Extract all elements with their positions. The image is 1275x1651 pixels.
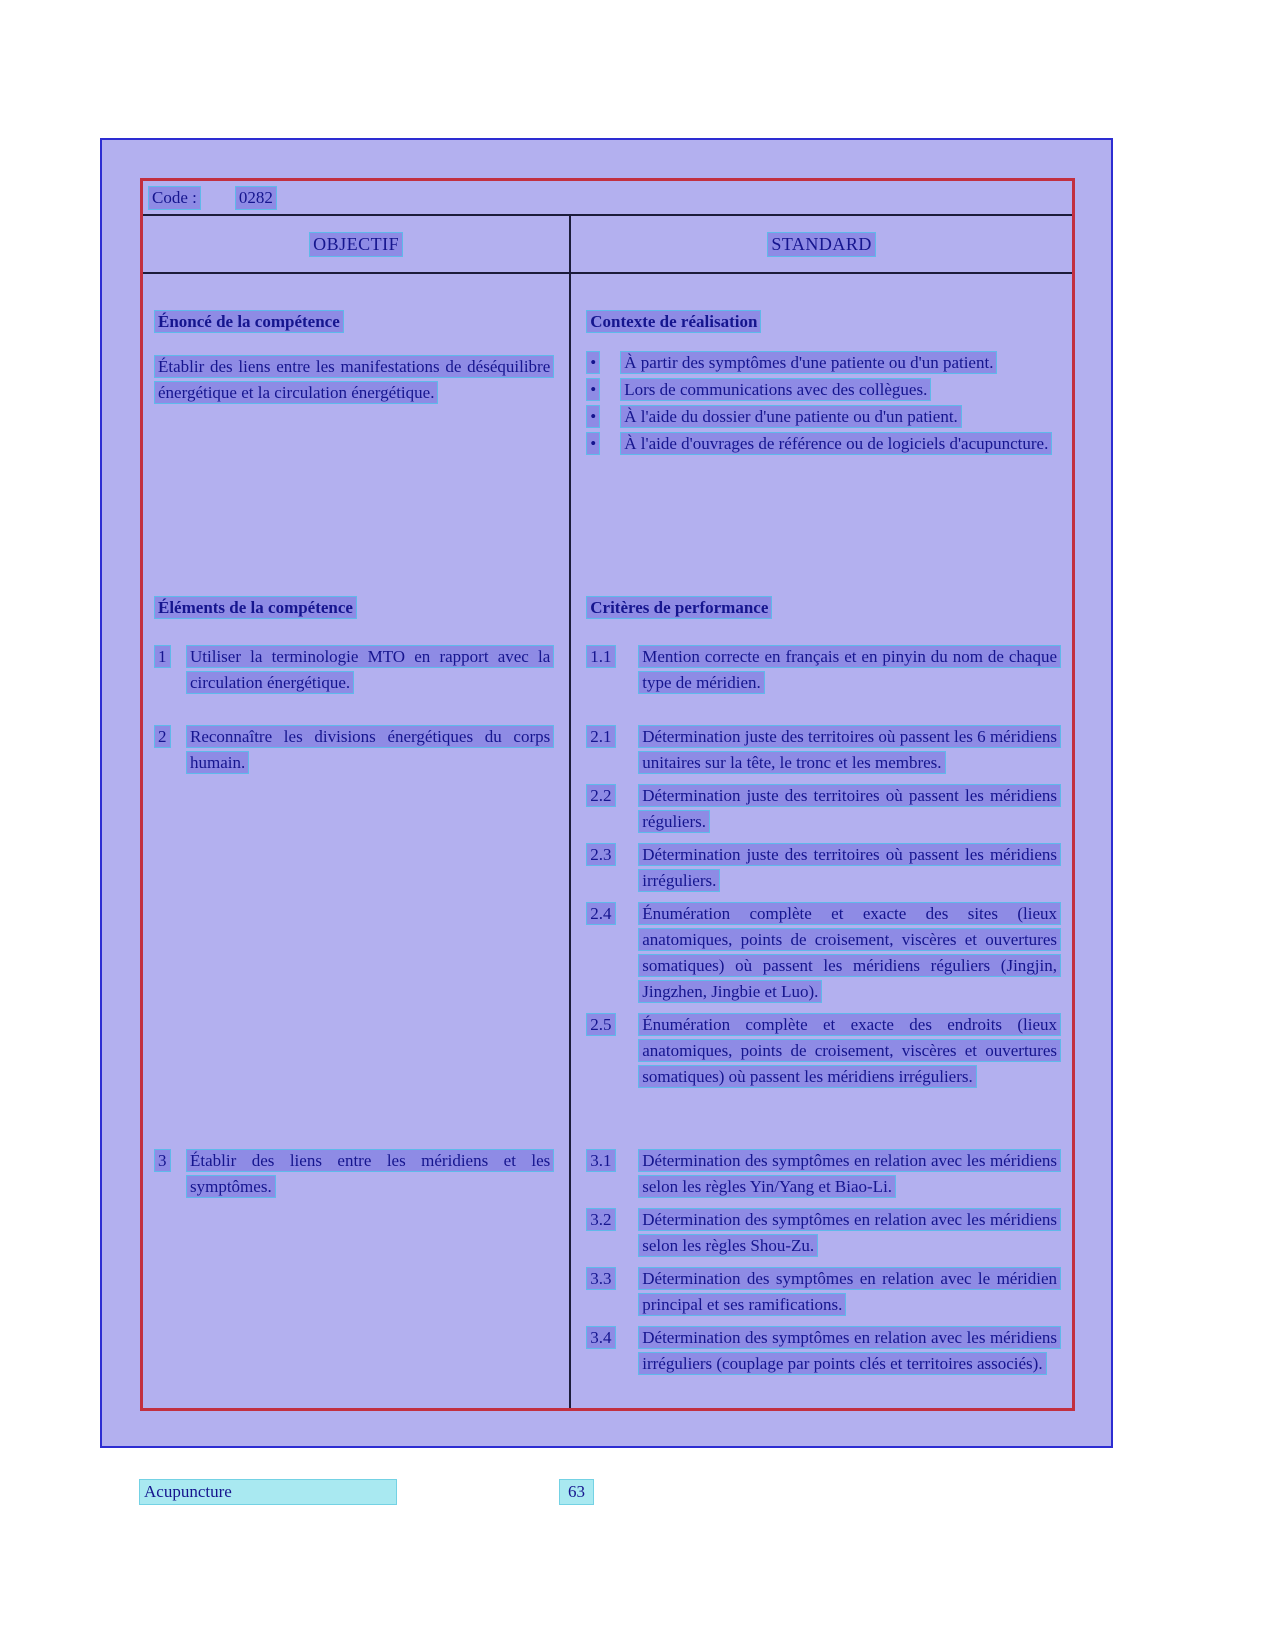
bullet-icon [587, 377, 621, 403]
criterion-number-text: 3.1 [587, 1150, 614, 1171]
criterion-item [587, 842, 1060, 894]
element-text: Établir des liens entre les méridiens et les symptômes. [187, 1150, 553, 1197]
criterion-number-text: 2.5 [587, 1014, 614, 1035]
criterion-number [587, 842, 614, 868]
criterion-number [587, 1148, 614, 1174]
code-value: 0282 [236, 187, 276, 209]
bullet-glyph: • [587, 352, 599, 373]
criterion-number [587, 644, 614, 670]
criterion-text-wrap [639, 1148, 1060, 1200]
criterion-text-wrap [639, 1325, 1060, 1377]
element-1-cell [143, 630, 571, 708]
criterion-number-text: 3.3 [587, 1268, 614, 1289]
list-item [587, 431, 1060, 457]
objectif-header: OBJECTIF [310, 233, 402, 256]
criterion-text-wrap [639, 842, 1060, 894]
contexte-title-line [587, 312, 1060, 332]
criterion-item [587, 901, 1060, 1005]
criterion-item [587, 783, 1060, 835]
criterion-number [587, 1325, 614, 1351]
element-text: Utiliser la terminologie MTO en rapport avec la circulation énergétique. [187, 646, 553, 693]
element-item [155, 644, 553, 696]
element-text-wrap [187, 644, 553, 696]
element-number-text: 1 [155, 646, 170, 667]
criterion-number [587, 724, 614, 750]
bullet-text: Lors de communications avec des collègues. [621, 379, 930, 400]
criterion-number-text: 3.4 [587, 1327, 614, 1348]
criteria-group-1-cell [571, 630, 1072, 708]
page-footer [140, 1480, 593, 1504]
element-number [155, 1148, 170, 1174]
footer-page-number: 63 [560, 1480, 593, 1504]
criterion-text-wrap [639, 644, 1060, 696]
criterion-text: Détermination des symptômes en relation avec le méridien principal et ses ramifications. [639, 1268, 1060, 1315]
enonce-title: Énoncé de la compétence [155, 311, 343, 332]
criterion-text: Détermination des symptômes en relation avec les méridiens selon les règles Yin/Yang et Biao-Li. [639, 1150, 1060, 1197]
criterion-text-wrap [639, 783, 1060, 835]
bullet-icon [587, 404, 621, 430]
criterion-text-wrap [639, 1207, 1060, 1259]
element-2-cell [143, 708, 571, 1132]
criterion-number-text: 2.4 [587, 903, 614, 924]
criterion-number-text: 1.1 [587, 646, 614, 667]
bullet-text-wrap [621, 350, 1060, 376]
bullet-glyph: • [587, 406, 599, 427]
criteria-group-3-cell [571, 1132, 1072, 1408]
criterion-item [587, 1207, 1060, 1259]
enonce-title-line [155, 312, 553, 332]
criterion-number [587, 901, 614, 927]
elements-title: Éléments de la compétence [155, 597, 356, 618]
criteria-group-2-cell [571, 708, 1072, 1132]
criterion-item [587, 1266, 1060, 1318]
criterion-text: Énumération complète et exacte des endroits (lieux anatomiques, points de croisement, viscères et ouvertures somatiques) où passent les méridiens irréguliers. [639, 1014, 1060, 1087]
criterion-text: Détermination juste des territoires où passent les méridiens irréguliers. [639, 844, 1060, 891]
element-item [155, 724, 553, 776]
element-text-wrap [187, 724, 553, 776]
criterion-item [587, 644, 1060, 696]
bullet-text: À partir des symptômes d'une patiente ou d'un patient. [621, 352, 996, 373]
criterion-number-text: 2.1 [587, 726, 614, 747]
criterion-text-wrap [639, 1266, 1060, 1318]
contexte-bullet-list [587, 350, 1060, 457]
element-number-text: 3 [155, 1150, 170, 1171]
criterion-text: Énumération complète et exacte des sites (lieux anatomiques, points de croisement, viscères et ouvertures somatiques) où passent les méridiens réguliers (Jingjin, Jingzhen, Jingbie et Luo). [639, 903, 1060, 1002]
criterion-item [587, 1325, 1060, 1377]
footer-document-title: Acupuncture [140, 1480, 396, 1504]
criterion-text-wrap [639, 1012, 1060, 1090]
contexte-cell [571, 274, 1072, 586]
element-item [155, 1148, 553, 1200]
element-text-wrap [187, 1148, 553, 1200]
element-text: Reconnaître les divisions énergétiques du corps humain. [187, 726, 553, 773]
criterion-text: Détermination des symptômes en relation avec les méridiens selon les règles Shou-Zu. [639, 1209, 1060, 1256]
element-number [155, 644, 170, 670]
bullet-text-wrap [621, 404, 1060, 430]
bullet-glyph: • [587, 433, 599, 454]
competency-table [140, 178, 1075, 1411]
page-frame [100, 138, 1113, 1448]
criterion-text-wrap [639, 901, 1060, 1005]
list-item [587, 350, 1060, 376]
bullet-text-wrap [621, 431, 1060, 457]
criterion-number [587, 1266, 614, 1292]
standard-header-cell [571, 216, 1072, 272]
elements-title-cell [143, 586, 571, 630]
criterion-item [587, 1148, 1060, 1200]
enonce-paragraph [155, 354, 553, 406]
enonce-text: Établir des liens entre les manifestations de déséquilibre énergétique et la circulation énergétique. [155, 356, 553, 403]
criterion-number [587, 783, 614, 809]
list-item [587, 377, 1060, 403]
criteres-title-cell [571, 586, 1072, 630]
criterion-number-text: 2.3 [587, 844, 614, 865]
criterion-number-text: 2.2 [587, 785, 614, 806]
criterion-text: Détermination juste des territoires où passent les méridiens réguliers. [639, 785, 1060, 832]
list-item [587, 404, 1060, 430]
bullet-text: À l'aide d'ouvrages de référence ou de logiciels d'acupuncture. [621, 433, 1051, 454]
bullet-icon [587, 350, 621, 376]
bullet-glyph: • [587, 379, 599, 400]
code-row [143, 181, 1072, 216]
enonce-cell [143, 274, 571, 586]
bullet-text-wrap [621, 377, 1060, 403]
criterion-text: Détermination des symptômes en relation avec les méridiens irréguliers (couplage par points clés et territoires associés). [639, 1327, 1060, 1374]
bullet-icon [587, 431, 621, 457]
table-body [143, 274, 1072, 1408]
bullet-text: À l'aide du dossier d'une patiente ou d'un patient. [621, 406, 961, 427]
criterion-number [587, 1012, 614, 1038]
standard-header: STANDARD [768, 233, 875, 256]
element-number [155, 724, 170, 750]
criterion-number-text: 3.2 [587, 1209, 614, 1230]
objectif-header-cell [143, 216, 571, 272]
criterion-item [587, 1012, 1060, 1090]
table-header-row [143, 216, 1072, 274]
code-label: Code : [149, 187, 200, 209]
criterion-text: Détermination juste des territoires où passent les 6 méridiens unitaires sur la tête, le tronc et les membres. [639, 726, 1060, 773]
element-3-cell [143, 1132, 571, 1408]
criterion-item [587, 724, 1060, 776]
criterion-text-wrap [639, 724, 1060, 776]
contexte-title: Contexte de réalisation [587, 311, 760, 332]
criterion-text: Mention correcte en français et en pinyin du nom de chaque type de méridien. [639, 646, 1060, 693]
element-number-text: 2 [155, 726, 170, 747]
criterion-number [587, 1207, 614, 1233]
criteres-title: Critères de performance [587, 597, 771, 618]
